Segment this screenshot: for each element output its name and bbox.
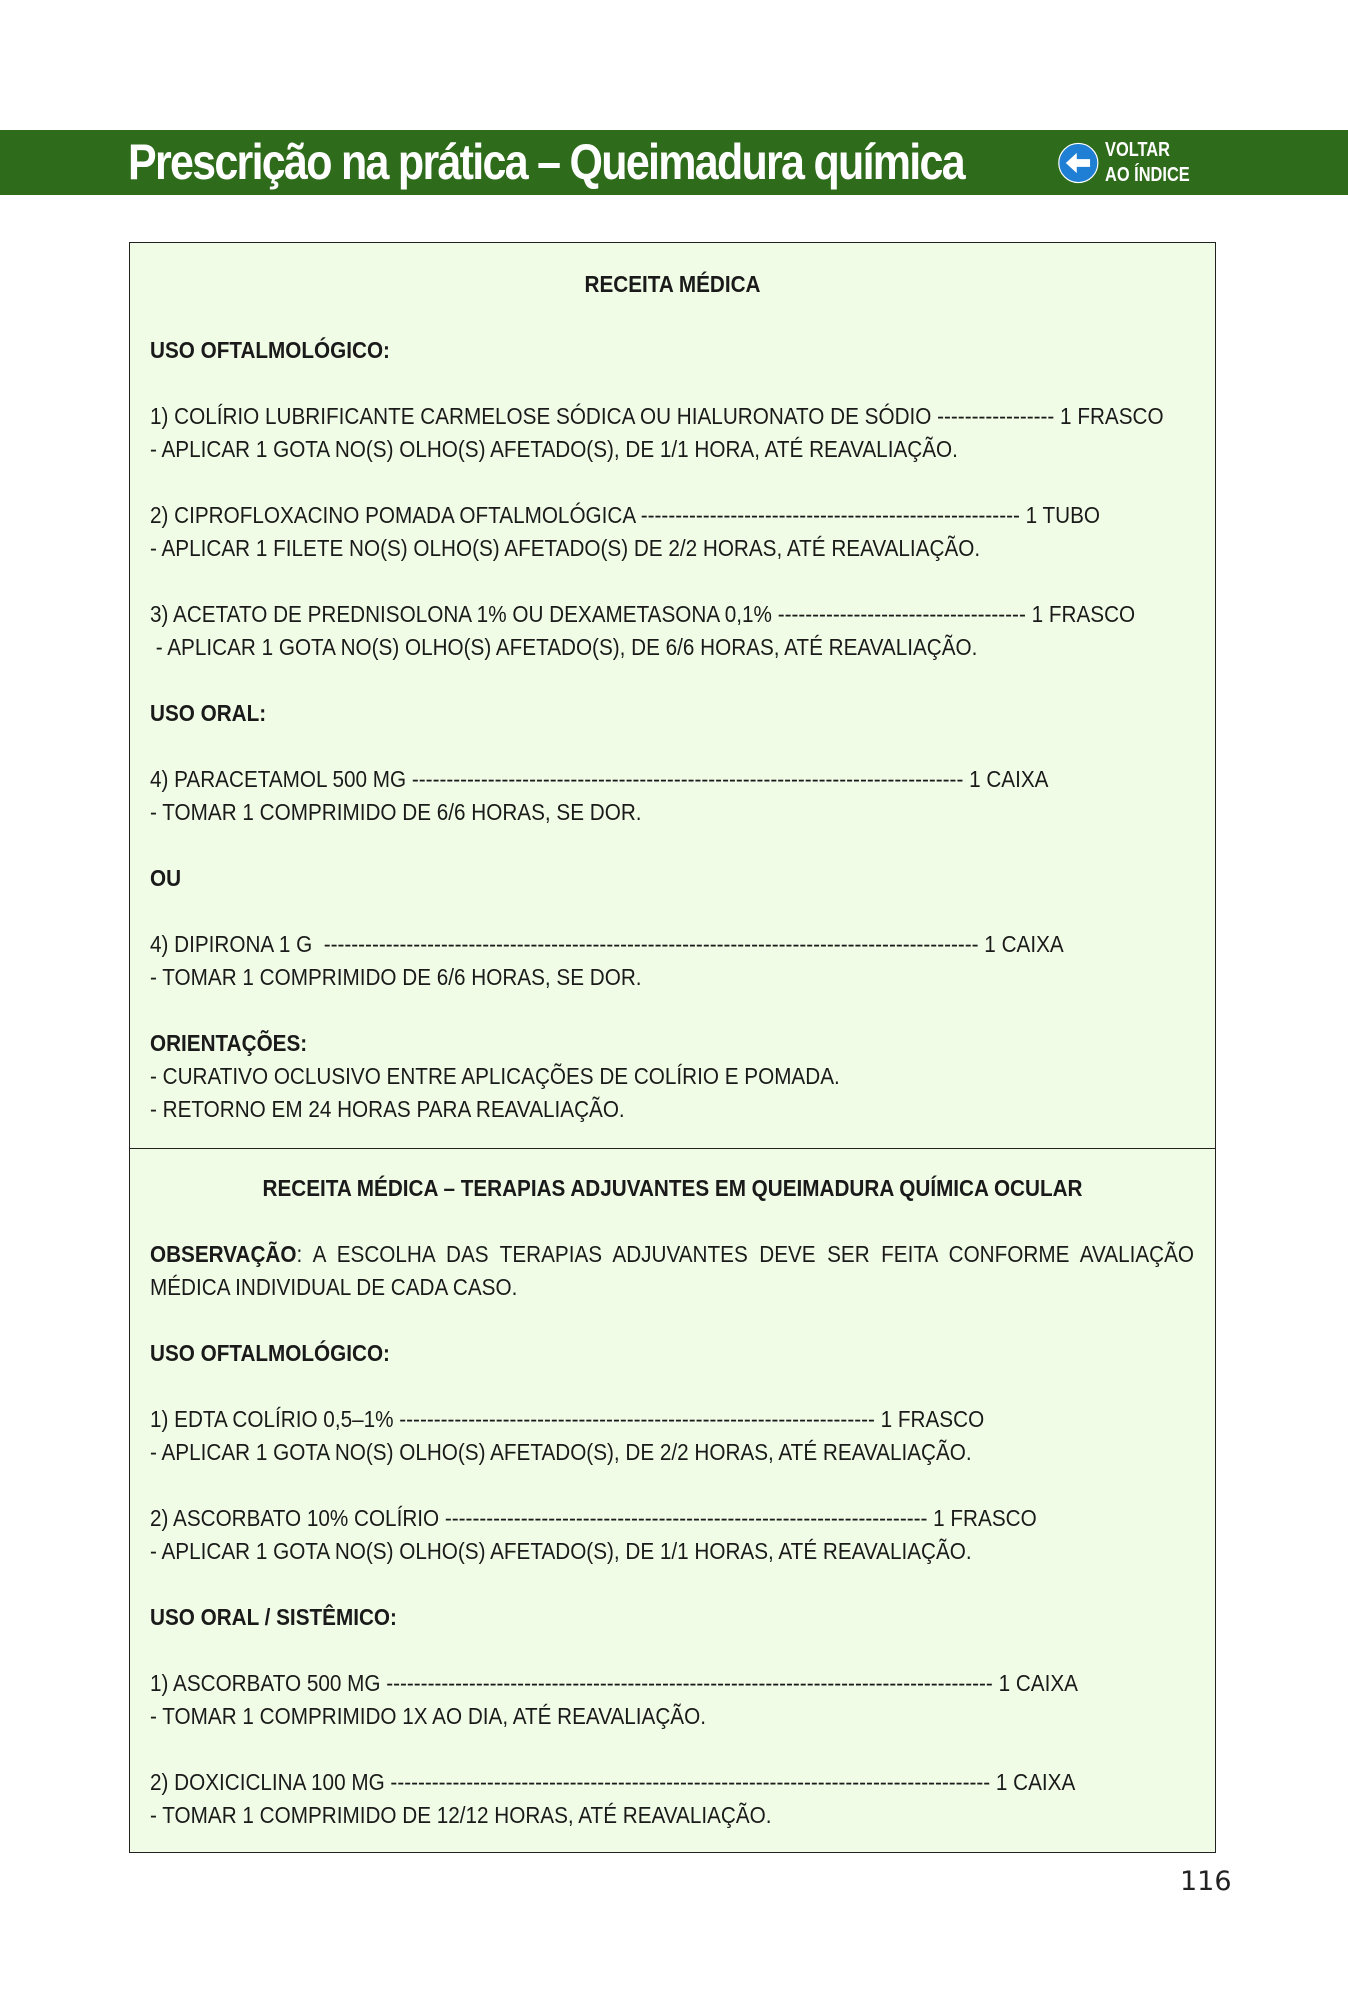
recipe2-title: RECEITA MÉDICA – TERAPIAS ADJUVANTES EM QUEIMADURA QUÍMICA OCULAR	[262, 1175, 1083, 1201]
back-to-index-label[interactable]	[1105, 138, 1190, 188]
recipe1-guidance-1: - CURATIVO OCLUSIVO ENTRE APLICAÇÕES DE COLÍRIO E POMADA.	[150, 1063, 840, 1089]
recipe1-guidance-heading: ORIENTAÇÕES:	[150, 1030, 308, 1056]
recipe1-item-4b: 4) DIPIRONA 1 G ----------------------------------------------------------------------------------------------- 1 CAIXA	[150, 931, 1064, 957]
recipe1-instruction-4b: - TOMAR 1 COMPRIMIDO DE 6/6 HORAS, SE DOR.	[150, 964, 642, 990]
arrow-left-circle-icon	[1058, 137, 1099, 189]
recipe2-oral-item-2: 2) DOXICICLINA 100 MG --------------------------------------------------------------------------------------- 1 CAIXA	[150, 1769, 1076, 1795]
recipe2-observation	[150, 1238, 1194, 1304]
recipe2-ophthalmic-item-2: 2) ASCORBATO 10% COLÍRIO ---------------------------------------------------------------------- 1 FRASCO	[150, 1505, 1037, 1531]
recipe1-instruction-1: - APLICAR 1 GOTA NO(S) OLHO(S) AFETADO(S), DE 1/1 HORA, ATÉ REAVALIAÇÃO.	[150, 436, 958, 462]
recipe2-observation-text: : A ESCOLHA DAS TERAPIAS ADJUVANTES DEVE SER FEITA CONFORME AVALIAÇÃO MÉDICA INDIVIDUAL DE CADA CASO.	[150, 1241, 1194, 1300]
page-number: 116	[1180, 1866, 1232, 1897]
recipe1-instruction-2: - APLICAR 1 FILETE NO(S) OLHO(S) AFETADO(S) DE 2/2 HORAS, ATÉ REAVALIAÇÃO.	[150, 535, 981, 561]
recipe1-item-3: 3) ACETATO DE PREDNISOLONA 1% OU DEXAMETASONA 0,1% ------------------------------------ 1 FRASCO	[150, 601, 1136, 627]
recipe1-instruction-4a: - TOMAR 1 COMPRIMIDO DE 6/6 HORAS, SE DOR.	[150, 799, 642, 825]
recipe2-oral-instruction-1: - TOMAR 1 COMPRIMIDO 1X AO DIA, ATÉ REAVALIAÇÃO.	[150, 1703, 706, 1729]
recipe2-heading-oral: USO ORAL / SISTÊMICO:	[150, 1604, 397, 1630]
page-title: Prescrição na prática – Queimadura química	[128, 134, 964, 190]
back-label-line2: AO ÍNDICE	[1104, 164, 1190, 186]
recipe1-guidance-2: - RETORNO EM 24 HORAS PARA REAVALIAÇÃO.	[150, 1096, 625, 1122]
recipe1-instruction-3: - APLICAR 1 GOTA NO(S) OLHO(S) AFETADO(S), DE 6/6 HORAS, ATÉ REAVALIAÇÃO.	[150, 634, 978, 660]
recipe-divider	[130, 1148, 1215, 1149]
recipe2-oral-instruction-2: - TOMAR 1 COMPRIMIDO DE 12/12 HORAS, ATÉ REAVALIAÇÃO.	[150, 1802, 772, 1828]
recipe2-oral-item-1: 1) ASCORBATO 500 MG ---------------------------------------------------------------------------------------- 1 CAIXA	[150, 1670, 1078, 1696]
recipe1-heading-or: OU	[150, 865, 182, 891]
prescription-box	[129, 242, 1216, 1853]
recipe2-ophthalmic-instruction-1: - APLICAR 1 GOTA NO(S) OLHO(S) AFETADO(S), DE 2/2 HORAS, ATÉ REAVALIAÇÃO.	[150, 1439, 972, 1465]
recipe1-item-2: 2) CIPROFLOXACINO POMADA OFTALMOLÓGICA ------------------------------------------------------- 1 TUBO	[150, 502, 1101, 528]
recipe1-item-4a: 4) PARACETAMOL 500 MG -------------------------------------------------------------------------------- 1 CAIXA	[150, 766, 1049, 792]
recipe2-heading-ophthalmic: USO OFTALMOLÓGICO:	[150, 1340, 390, 1366]
recipe1-title: RECEITA MÉDICA	[584, 271, 761, 297]
recipe1-heading-oral: USO ORAL:	[150, 700, 267, 726]
recipe2-observation-label: OBSERVAÇÃO	[150, 1241, 297, 1267]
recipe1-heading-ophthalmic: USO OFTALMOLÓGICO:	[150, 337, 390, 363]
back-label-line1: VOLTAR	[1104, 139, 1170, 161]
back-to-index-button[interactable]	[1058, 134, 1208, 192]
recipe2-ophthalmic-instruction-2: - APLICAR 1 GOTA NO(S) OLHO(S) AFETADO(S), DE 1/1 HORAS, ATÉ REAVALIAÇÃO.	[150, 1538, 972, 1564]
recipe1-item-1: 1) COLÍRIO LUBRIFICANTE CARMELOSE SÓDICA OU HIALURONATO DE SÓDIO ----------------- 1 FRASCO	[150, 403, 1164, 429]
recipe2-ophthalmic-item-1: 1) EDTA COLÍRIO 0,5–1% --------------------------------------------------------------------- 1 FRASCO	[150, 1406, 985, 1432]
